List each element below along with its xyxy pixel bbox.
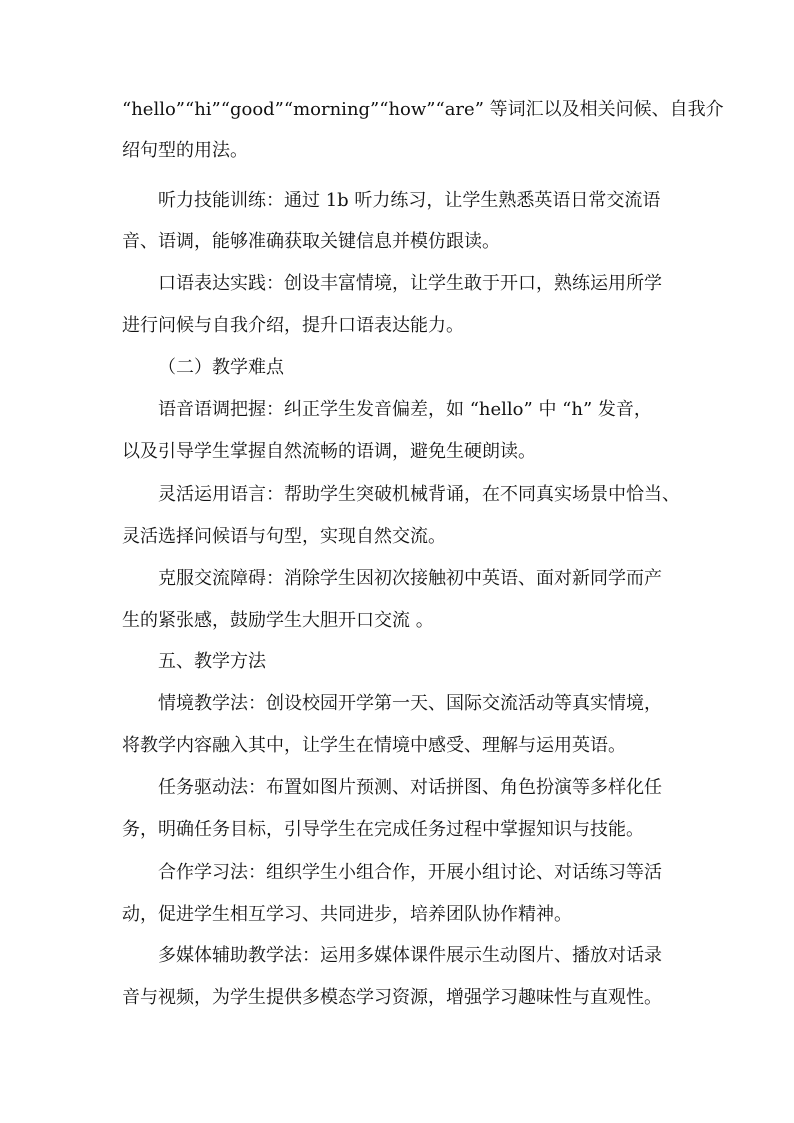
text-line: 音与视频，为学生提供多模态学习资源，增强学习趣味性与直观性。 bbox=[122, 987, 662, 1008]
text-line: 灵活选择问候语与句型，实现自然交流。 bbox=[122, 526, 446, 547]
text-line: 动，促进学生相互学习、共同进步，培养团队协作精神。 bbox=[122, 904, 572, 925]
paragraph-line: 语音语调把握：纠正学生发音偏差，如 “hello” 中 “h” 发音， bbox=[158, 399, 652, 420]
paragraph-line: 灵活运用语言：帮助学生突破机械背诵，在不同真实场景中恰当、 bbox=[158, 484, 680, 505]
paragraph-line: 口语表达实践：创设丰富情境，让学生敢于开口，熟练运用所学 bbox=[158, 273, 662, 294]
paragraph-line: 多媒体辅助教学法：运用多媒体课件展示生动图片、播放对话录 bbox=[158, 945, 662, 966]
section-heading: （二）教学难点 bbox=[158, 357, 284, 378]
paragraph-line: 克服交流障碍：消除学生因初次接触初中英语、面对新同学而产 bbox=[158, 568, 662, 589]
text-line: 音、语调，能够准确获取关键信息并模仿跟读。 bbox=[122, 231, 500, 252]
text-line: 将教学内容融入其中，让学生在情境中感受、理解与运用英语。 bbox=[122, 735, 626, 756]
section-heading: 五、教学方法 bbox=[158, 651, 266, 672]
paragraph-line: 任务驱动法：布置如图片预测、对话拼图、角色扮演等多样化任 bbox=[158, 777, 662, 798]
text-line: 生的紧张感，鼓励学生大胆开口交流 。 bbox=[122, 610, 434, 631]
paragraph-line: 合作学习法：组织学生小组合作，开展小组讨论、对话练习等活 bbox=[158, 862, 662, 883]
text-line: 务，明确任务目标，引导学生在完成任务过程中掌握知识与技能。 bbox=[122, 819, 644, 840]
text-line: “hello”“hi”“good”“morning”“how”“are” 等词汇以及相关问候、自我介 bbox=[122, 99, 724, 120]
text-line: 进行问候与自我介绍，提升口语表达能力。 bbox=[122, 315, 464, 336]
text-line: 以及引导学生掌握自然流畅的语调，避免生硬朗读。 bbox=[122, 441, 536, 462]
paragraph-line: 听力技能训练：通过 1b 听力练习，让学生熟悉英语日常交流语 bbox=[158, 190, 661, 211]
text-line: 绍句型的用法。 bbox=[122, 140, 248, 161]
paragraph-line: 情境教学法：创设校园开学第一天、国际交流活动等真实情境， bbox=[158, 693, 662, 714]
